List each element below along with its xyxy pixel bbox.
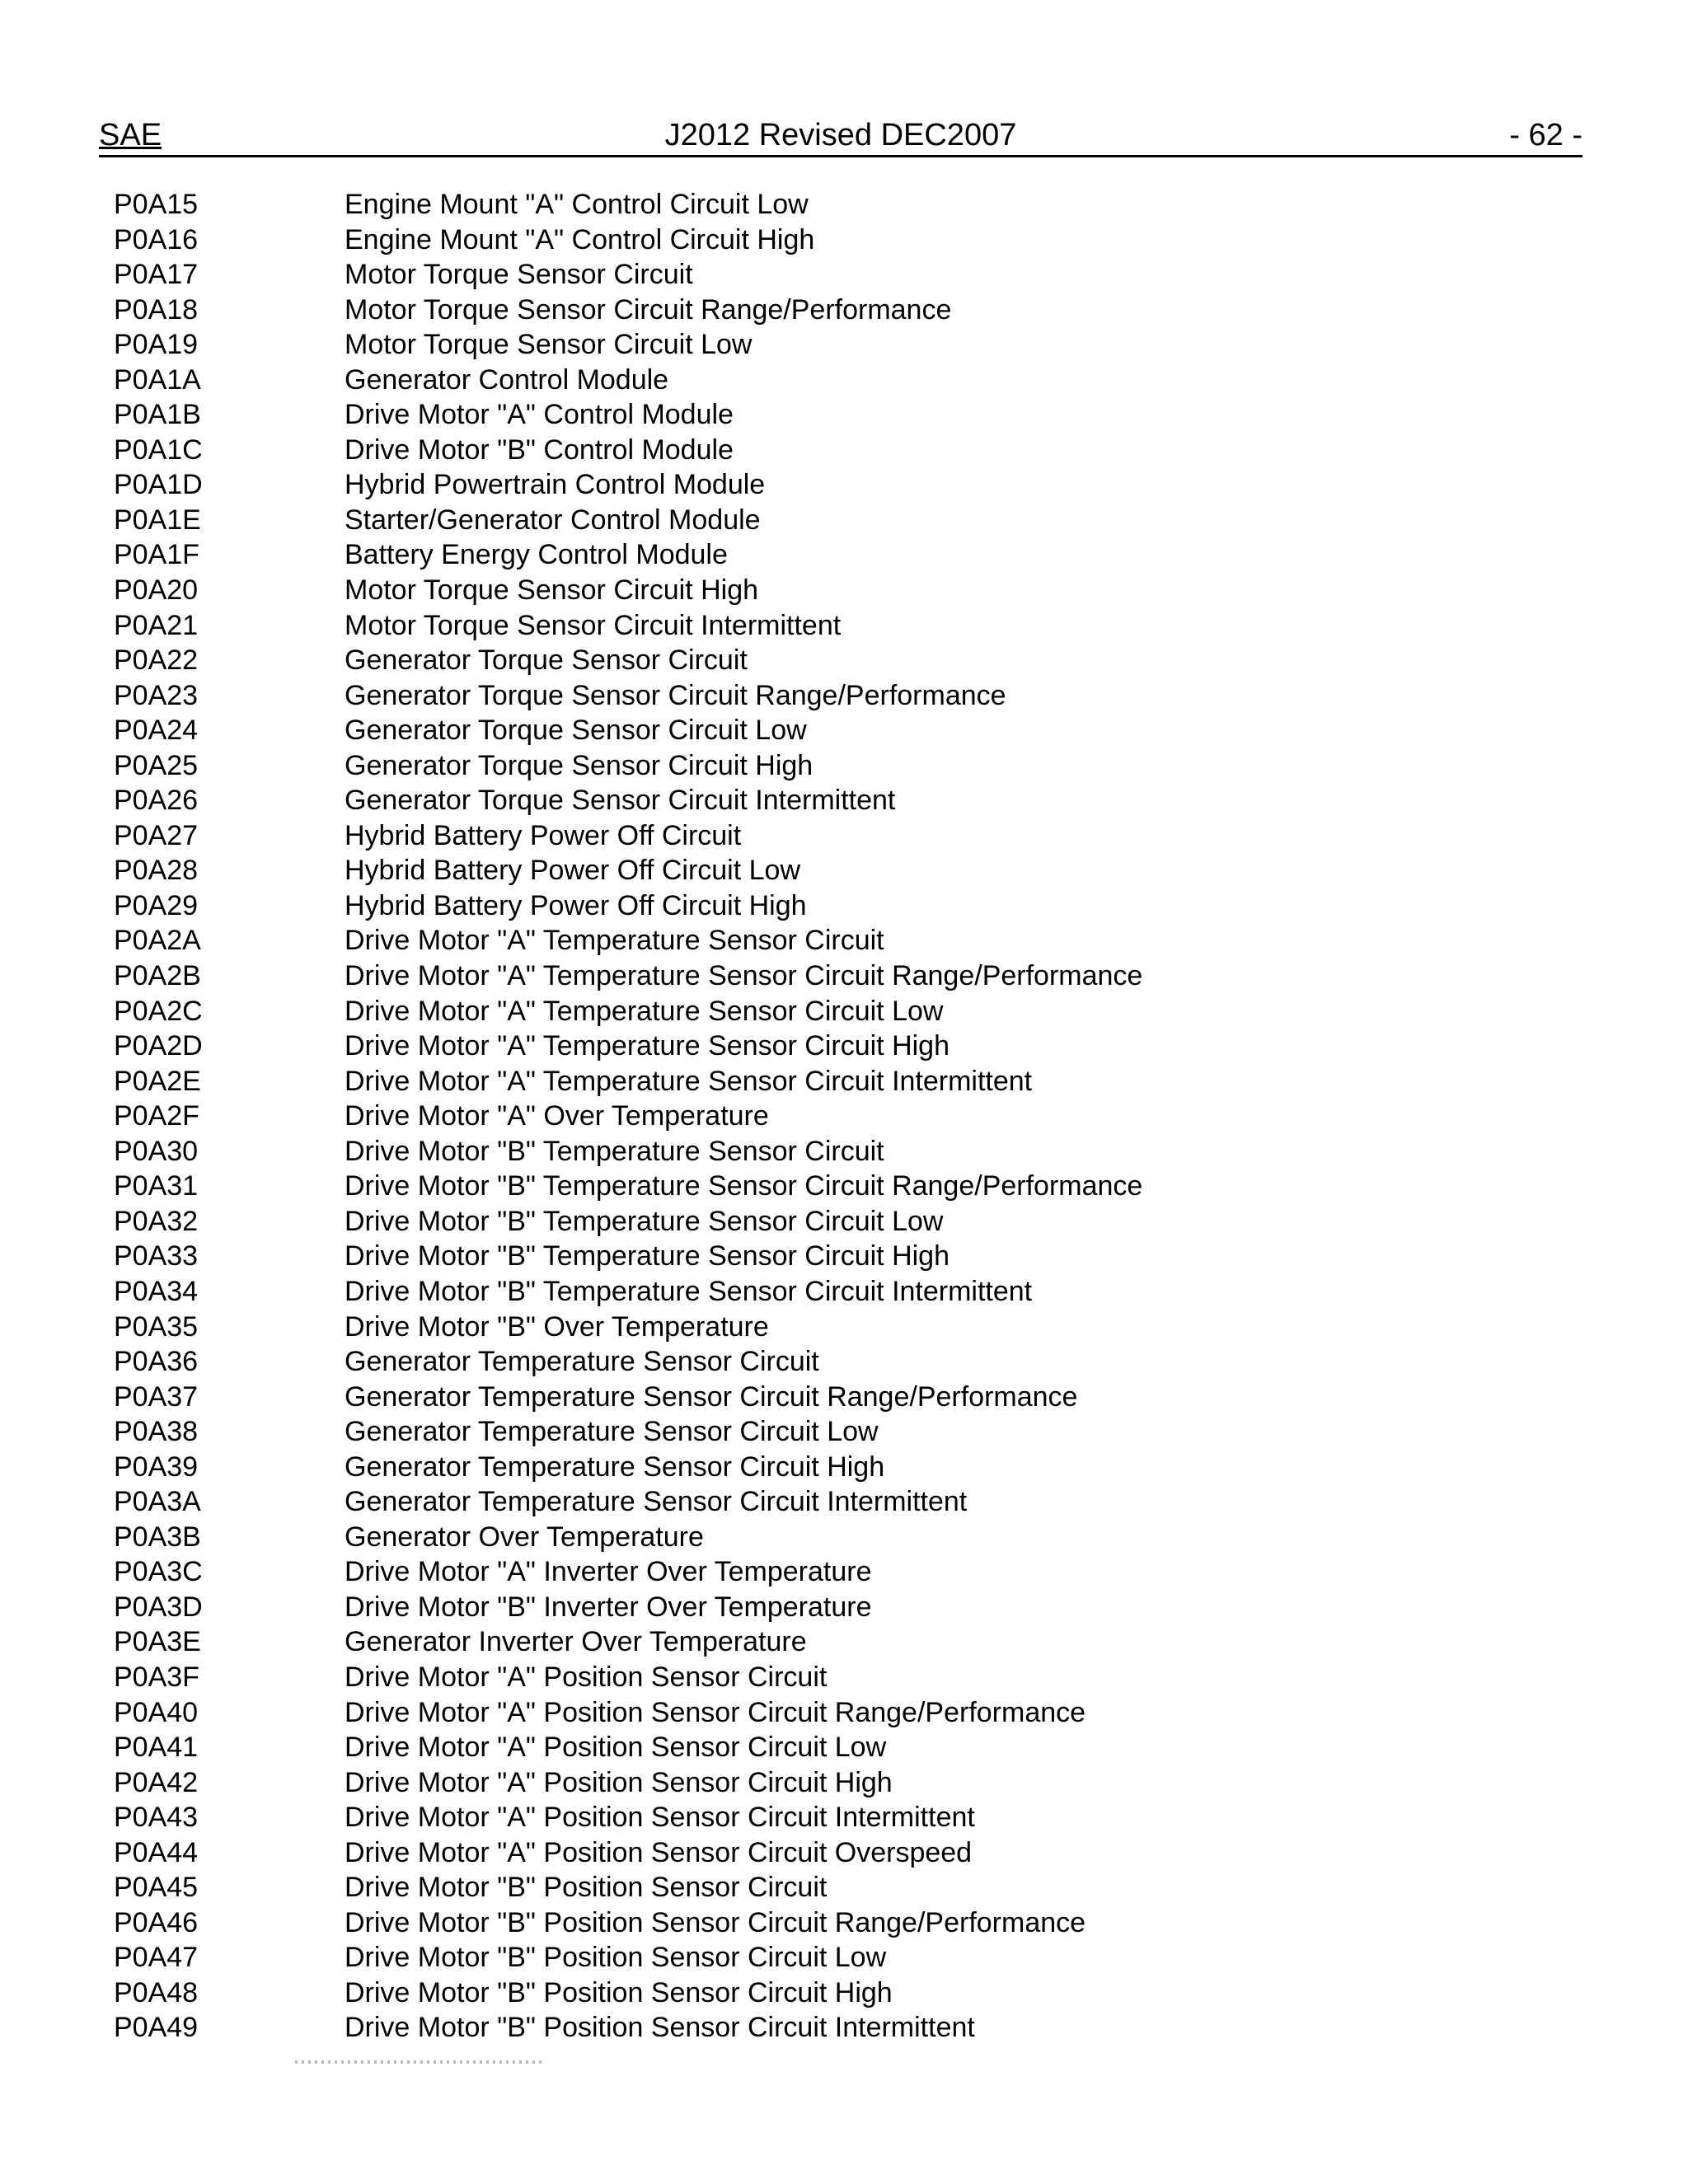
code-row [0, 1695, 1688, 1731]
dtc-description: Hybrid Battery Power Off Circuit Low [345, 855, 800, 887]
code-row [0, 1835, 1688, 1871]
dtc-description: Drive Motor "B" Inverter Over Temperature [345, 1591, 872, 1623]
dtc-code: P0A3B [114, 1521, 201, 1553]
code-row [0, 853, 1688, 888]
dtc-description: Generator Control Module [345, 363, 669, 396]
dtc-code: P0A42 [114, 1766, 199, 1798]
code-row [0, 293, 1688, 328]
dtc-code: P0A2F [114, 1100, 199, 1132]
code-row [0, 1310, 1688, 1345]
dtc-description: Drive Motor "B" Temperature Sensor Circuit [345, 1135, 884, 1167]
header-document-title: J2012 Revised DEC2007 [664, 118, 1017, 152]
code-row [0, 1800, 1688, 1835]
dtc-code: P0A1B [114, 399, 201, 431]
code-row [0, 433, 1688, 468]
code-row [0, 1905, 1688, 1941]
dtc-description: Drive Motor "A" Temperature Sensor Circuit Range/Performance [345, 960, 1143, 992]
code-row [0, 223, 1688, 258]
code-row [0, 713, 1688, 748]
dtc-code: P0A1D [114, 469, 203, 501]
dtc-code: P0A26 [114, 785, 199, 817]
dtc-code: P0A15 [114, 189, 199, 220]
dtc-code: P0A30 [114, 1135, 199, 1167]
code-row [0, 1064, 1688, 1099]
dtc-code: P0A1C [114, 434, 203, 466]
dtc-code: P0A41 [114, 1732, 199, 1764]
dtc-description: Drive Motor "B" Over Temperature [345, 1310, 769, 1343]
code-row [0, 503, 1688, 538]
dtc-code: P0A34 [114, 1275, 199, 1307]
dtc-description: Engine Mount "A" Control Circuit Low [345, 189, 809, 220]
dtc-description: Drive Motor "A" Control Module [345, 399, 734, 431]
code-row [0, 1660, 1688, 1695]
dtc-code: P0A33 [114, 1240, 199, 1272]
dtc-description: Battery Energy Control Module [345, 539, 728, 571]
dtc-code: P0A16 [114, 223, 199, 255]
code-row [0, 1870, 1688, 1905]
dtc-code: P0A3C [114, 1556, 203, 1588]
dtc-description: Drive Motor "A" Position Sensor Circuit Intermittent [345, 1802, 975, 1834]
dtc-description: Hybrid Battery Power Off Circuit [345, 819, 742, 851]
code-row [0, 1940, 1688, 1975]
footer-scan-artifact [295, 2060, 542, 2064]
dtc-description: Drive Motor "B" Temperature Sensor Circuit Low [345, 1205, 944, 1237]
dtc-description: Motor Torque Sensor Circuit Range/Performance [345, 293, 952, 326]
dtc-description: Drive Motor "A" Temperature Sensor Circuit Intermittent [345, 1065, 1033, 1097]
code-row [0, 1450, 1688, 1485]
dtc-description: Generator Torque Sensor Circuit Range/Performance [345, 679, 1006, 711]
code-row [0, 2010, 1688, 2046]
dtc-description: Drive Motor "B" Temperature Sensor Circuit Intermittent [345, 1275, 1033, 1307]
dtc-code: P0A2E [114, 1065, 201, 1097]
code-row [0, 397, 1688, 433]
dtc-code: P0A22 [114, 644, 199, 677]
dtc-code: P0A1A [114, 363, 201, 396]
code-row [0, 1169, 1688, 1204]
code-row [0, 187, 1688, 223]
dtc-description: Generator Torque Sensor Circuit High [345, 749, 814, 781]
dtc-code: P0A2A [114, 925, 201, 957]
code-row [0, 1554, 1688, 1590]
dtc-code: P0A31 [114, 1170, 199, 1202]
code-row [0, 573, 1688, 608]
dtc-code: P0A2B [114, 960, 201, 992]
dtc-code: P0A3E [114, 1626, 201, 1658]
dtc-description: Drive Motor "A" Position Sensor Circuit Overspeed [345, 1836, 973, 1868]
dtc-code: P0A44 [114, 1836, 199, 1868]
code-row [0, 1204, 1688, 1240]
dtc-description: Generator Temperature Sensor Circuit Range/Performance [345, 1380, 1078, 1413]
code-row [0, 363, 1688, 398]
dtc-code: P0A1F [114, 539, 199, 571]
dtc-description: Drive Motor "B" Temperature Sensor Circuit High [345, 1240, 950, 1272]
dtc-code: P0A24 [114, 715, 199, 747]
dtc-code: P0A38 [114, 1416, 199, 1448]
dtc-description: Starter/Generator Control Module [345, 504, 761, 536]
code-row [0, 537, 1688, 573]
dtc-description: Generator Temperature Sensor Circuit High [345, 1451, 885, 1483]
dtc-code: P0A37 [114, 1380, 199, 1413]
dtc-code: P0A2D [114, 1030, 203, 1062]
code-row [0, 1274, 1688, 1310]
dtc-description: Drive Motor "B" Position Sensor Circuit High [345, 1976, 893, 2008]
dtc-description: Generator Torque Sensor Circuit [345, 644, 748, 677]
dtc-code: P0A23 [114, 679, 199, 711]
code-row [0, 818, 1688, 854]
code-row [0, 643, 1688, 678]
code-row [0, 1239, 1688, 1274]
code-row [0, 1520, 1688, 1555]
code-row [0, 1029, 1688, 1064]
dtc-description: Drive Motor "A" Inverter Over Temperature [345, 1556, 872, 1588]
dtc-code: P0A28 [114, 855, 199, 887]
dtc-code: P0A19 [114, 329, 199, 361]
dtc-code: P0A2C [114, 995, 203, 1027]
dtc-description: Engine Mount "A" Control Circuit High [345, 223, 815, 255]
dtc-code: P0A21 [114, 609, 199, 641]
dtc-description: Motor Torque Sensor Circuit High [345, 574, 759, 607]
dtc-description: Drive Motor "A" Temperature Sensor Circuit [345, 925, 884, 957]
code-row [0, 678, 1688, 714]
code-row [0, 1380, 1688, 1415]
dtc-code: P0A17 [114, 259, 199, 291]
header-page-number: - 62 - [1509, 118, 1582, 152]
code-row [0, 1344, 1688, 1380]
dtc-description: Drive Motor "A" Temperature Sensor Circuit High [345, 1030, 950, 1062]
dtc-code: P0A46 [114, 1906, 199, 1938]
code-row [0, 888, 1688, 924]
dtc-code: P0A35 [114, 1310, 199, 1343]
dtc-code: P0A36 [114, 1346, 199, 1378]
dtc-description: Motor Torque Sensor Circuit Intermittent [345, 609, 842, 641]
dtc-description: Drive Motor "A" Position Sensor Circuit High [345, 1766, 893, 1798]
code-row [0, 1414, 1688, 1450]
dtc-code: P0A40 [114, 1696, 199, 1728]
dtc-description: Generator Temperature Sensor Circuit [345, 1346, 819, 1378]
code-row [0, 1590, 1688, 1625]
dtc-description: Drive Motor "B" Position Sensor Circuit [345, 1872, 828, 1904]
code-row [0, 958, 1688, 994]
code-row [0, 1624, 1688, 1660]
code-row [0, 1099, 1688, 1134]
dtc-description: Motor Torque Sensor Circuit [345, 259, 693, 291]
dtc-code: P0A3A [114, 1486, 201, 1518]
code-row [0, 1730, 1688, 1765]
dtc-description: Drive Motor "B" Position Sensor Circuit Range/Performance [345, 1906, 1086, 1938]
dtc-code: P0A3F [114, 1661, 199, 1693]
dtc-description: Drive Motor "B" Position Sensor Circuit Intermittent [345, 2012, 975, 2044]
dtc-description: Drive Motor "A" Position Sensor Circuit Low [345, 1732, 887, 1764]
dtc-code: P0A25 [114, 749, 199, 781]
dtc-description: Drive Motor "A" Position Sensor Circuit Range/Performance [345, 1696, 1086, 1728]
dtc-code: P0A18 [114, 293, 199, 326]
dtc-code: P0A45 [114, 1872, 199, 1904]
code-row [0, 467, 1688, 503]
code-row [0, 608, 1688, 644]
code-row [0, 994, 1688, 1029]
code-row [0, 1134, 1688, 1169]
dtc-description: Motor Torque Sensor Circuit Low [345, 329, 753, 361]
dtc-code: P0A29 [114, 889, 199, 921]
page-header [99, 115, 1582, 157]
code-row [0, 1484, 1688, 1520]
dtc-code: P0A32 [114, 1205, 199, 1237]
code-row [0, 748, 1688, 784]
dtc-description: Drive Motor "A" Temperature Sensor Circuit Low [345, 995, 944, 1027]
dtc-code: P0A20 [114, 574, 199, 607]
dtc-description: Drive Motor "A" Position Sensor Circuit [345, 1661, 828, 1693]
dtc-description: Generator Inverter Over Temperature [345, 1626, 807, 1658]
code-row [0, 257, 1688, 293]
dtc-code: P0A48 [114, 1976, 199, 2008]
dtc-description: Hybrid Battery Power Off Circuit High [345, 889, 807, 921]
dtc-description: Drive Motor "B" Position Sensor Circuit Low [345, 1942, 887, 1974]
code-row [0, 1765, 1688, 1801]
dtc-description: Drive Motor "B" Control Module [345, 434, 734, 466]
dtc-description: Generator Torque Sensor Circuit Low [345, 715, 807, 747]
dtc-code: P0A43 [114, 1802, 199, 1834]
dtc-code-list [0, 187, 1688, 2046]
dtc-code: P0A3D [114, 1591, 203, 1623]
dtc-description: Generator Over Temperature [345, 1521, 704, 1553]
dtc-code: P0A1E [114, 504, 201, 536]
dtc-code: P0A27 [114, 819, 199, 851]
code-row [0, 1975, 1688, 2011]
dtc-code: P0A39 [114, 1451, 199, 1483]
dtc-description: Generator Torque Sensor Circuit Intermittent [345, 785, 896, 817]
dtc-description: Generator Temperature Sensor Circuit Low [345, 1416, 879, 1448]
dtc-code: P0A49 [114, 2012, 199, 2044]
dtc-description: Hybrid Powertrain Control Module [345, 469, 766, 501]
dtc-description: Drive Motor "A" Over Temperature [345, 1100, 769, 1132]
code-row [0, 923, 1688, 958]
code-row [0, 783, 1688, 818]
code-row [0, 327, 1688, 363]
dtc-code: P0A47 [114, 1942, 199, 1974]
dtc-description: Generator Temperature Sensor Circuit Intermittent [345, 1486, 968, 1518]
header-organization: SAE [99, 118, 162, 152]
dtc-description: Drive Motor "B" Temperature Sensor Circuit Range/Performance [345, 1170, 1143, 1202]
